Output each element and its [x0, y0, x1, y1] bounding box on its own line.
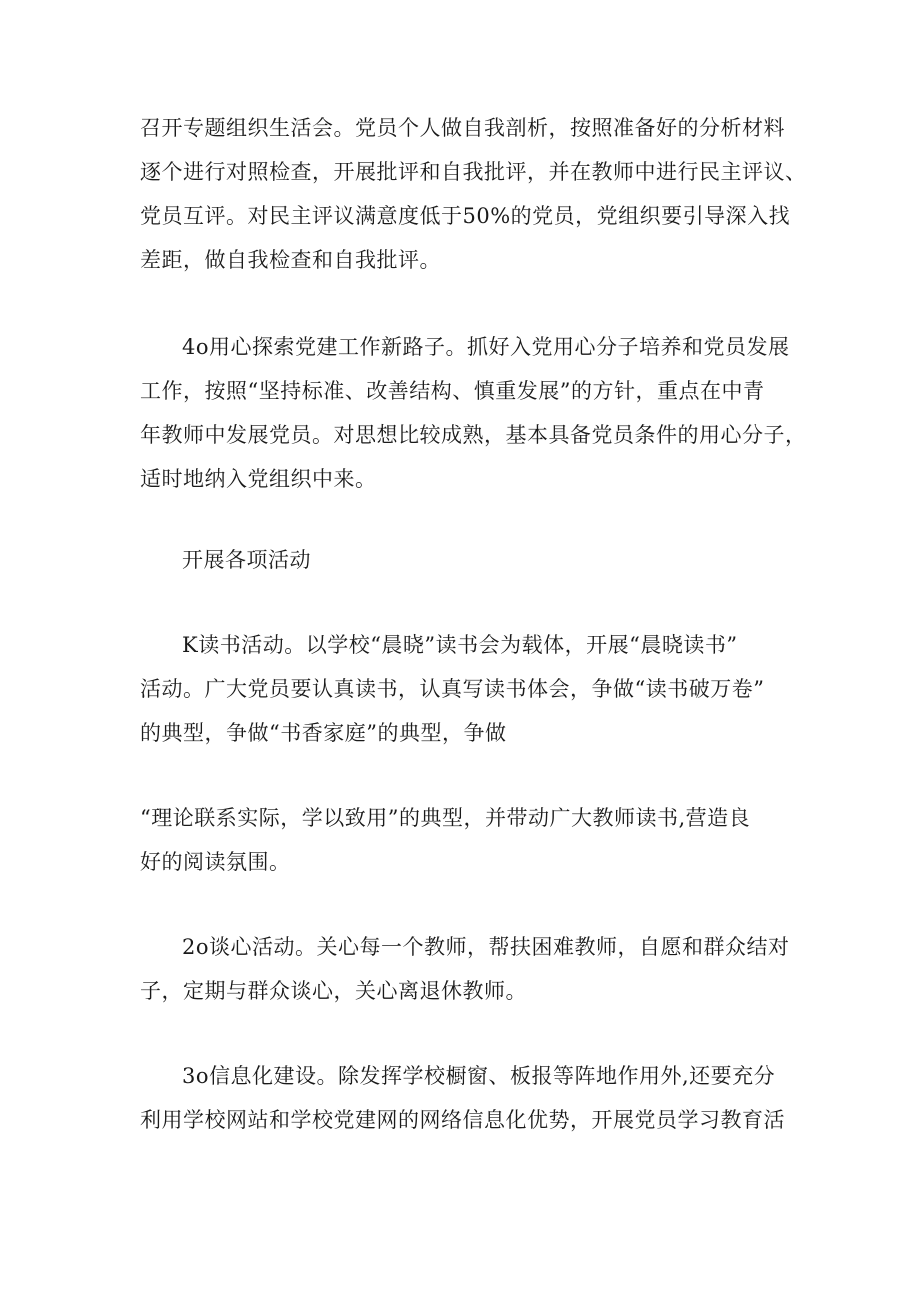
text-line: 差距，做自我检查和自我批评。 [140, 248, 441, 272]
section-heading-activities [140, 538, 800, 582]
text-line: 2o谈心活动。关心每一个教师，帮扶困难教师，自愿和群众结对 [182, 935, 790, 959]
text-line: 的典型，争做“书香家庭”的典型，争做 [140, 721, 507, 745]
text-line: 召开专题组织生活会。党员个人做自我剖析，按照准备好的分析材料 [140, 116, 785, 140]
text-line: 3o信息化建设。除发挥学校橱窗、板报等阵地作用外,还要充分 [182, 1064, 776, 1088]
text-line: K读书活动。以学校“晨晓”读书会为载体，开展“晨晓读书” [182, 633, 738, 657]
text-line: 党员互评。对民主评议满意度低于50%的党员，党组织要引导深入找 [140, 204, 791, 228]
text-line: 年教师中发展党员。对思想比较成熟，基本具备党员条件的用心分子， [140, 423, 807, 447]
paragraph-heart-talk [140, 925, 800, 1013]
paragraph-reading-activity [140, 623, 800, 755]
text-line: 工作，按照“坚持标准、改善结构、慎重发展”的方针，重点在中青 [140, 379, 765, 403]
paragraph-informatization [140, 1054, 800, 1142]
paragraph-reading-continued [140, 796, 800, 884]
text-line: 子，定期与群众谈心，关心离退休教师。 [140, 979, 527, 1003]
text-line: “理论联系实际，学以致用”的典型，并带动广大教师读书,营造良 [140, 806, 751, 830]
paragraph-organizational-life [140, 106, 807, 282]
text-line: 利用学校网站和学校党建网的网络信息化优势，开展党员学习教育活 [140, 1108, 785, 1132]
text-line: 好的阅读氛围。 [140, 850, 291, 874]
section-heading: 开展各项活动 [182, 548, 311, 572]
text-line: 适时地纳入党组织中来。 [140, 467, 377, 491]
text-line: 逐个进行对照检查，开展批评和自我批评，并在教师中进行民主评议、 [140, 160, 807, 184]
paragraph-explore-new-paths [140, 325, 807, 501]
text-line: 4o用心探索党建工作新路子。抓好入党用心分子培养和党员发展 [182, 335, 790, 359]
text-line: 活动。广大党员要认真读书，认真写读书体会，争做“读书破万卷” [140, 677, 765, 701]
